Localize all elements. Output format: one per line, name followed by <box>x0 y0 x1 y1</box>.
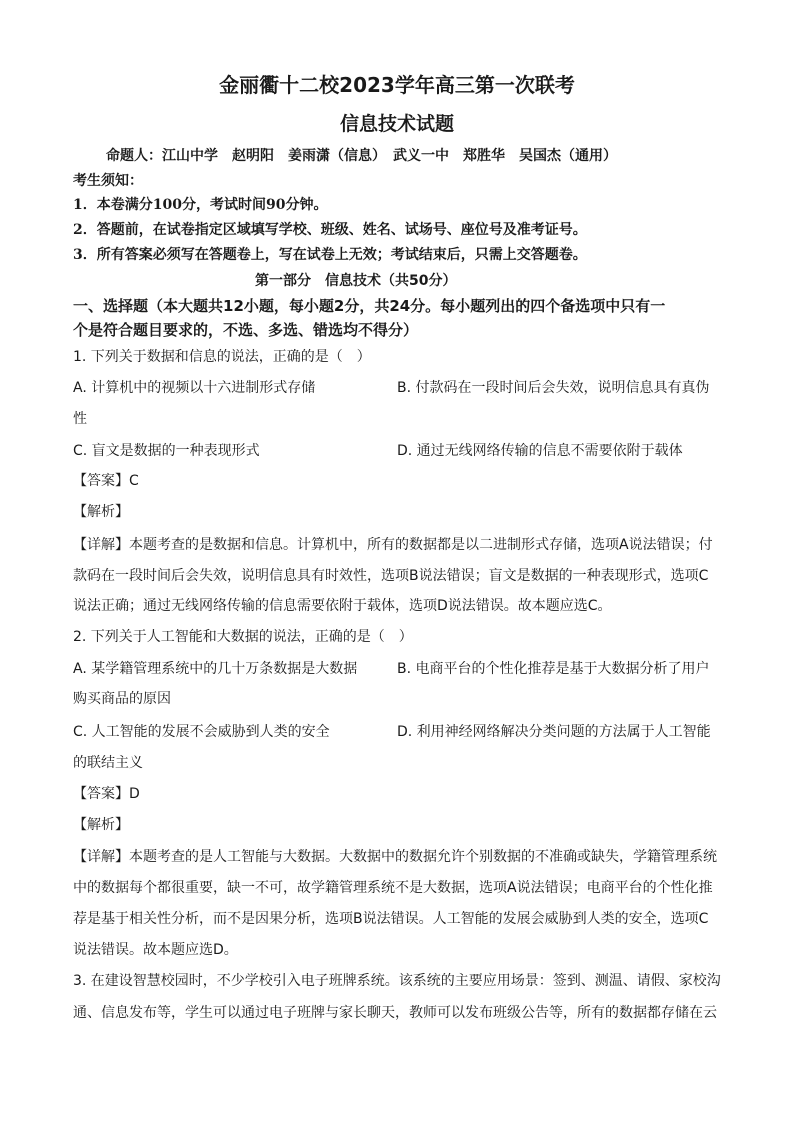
q2-option-b: B. 电商平台的个性化推荐是基于大数据分析了用户 <box>397 661 710 677</box>
q1-detail-line: 款码在一段时间后会失效，说明信息具有时效性，选项B说法错误；盲文是数据的一种表现形式，选项C <box>73 568 709 584</box>
authors-line: 命题人：江山中学 赵明阳 姜雨潇（信息） 武义一中 郑胜华 吴国杰（通用） <box>106 148 617 164</box>
q1-option-b-continued: 性 <box>73 411 87 427</box>
q1-detail-line: 【详解】本题考查的是数据和信息。计算机中，所有的数据都是以二进制形式存储，选项A说法错误；付 <box>73 537 713 553</box>
q2-analysis: 【解析】 <box>73 817 129 833</box>
q2-detail-line: 说法错误。故本题应选D。 <box>73 942 238 958</box>
q2-option-b-continued: 购买商品的原因 <box>73 691 171 707</box>
q2-option-d: D. 利用神经网络解决分类问题的方法属于人工智能 <box>397 724 711 740</box>
notice-item: 2．答题前，在试卷指定区域填写学校、班级、姓名、试场号、座位号及准考证号。 <box>73 222 587 238</box>
section-heading-line2: 个是符合题目要求的，不选、多选、错选均不得分） <box>73 321 419 339</box>
exam-subtitle: 信息技术试题 <box>339 113 454 135</box>
q1-detail-line: 说法正确；通过无线网络传输的信息需要依附于载体，选项D说法错误。故本题应选C。 <box>73 598 612 614</box>
q1-option-d: D. 通过无线网络传输的信息不需要依附于载体 <box>397 443 683 459</box>
q1-answer: 【答案】C <box>73 473 139 489</box>
q2-answer: 【答案】D <box>73 786 140 802</box>
q2-detail-line: 荐是基于相关性分析，而不是因果分析，选项B说法错误。人工智能的发展会威胁到人类的安全，选项C <box>73 911 709 927</box>
section-heading-line1: 一、选择题（本大题共12小题，每小题2分，共24分。每小题列出的四个备选项中只有一 <box>73 297 666 315</box>
q2-stem: 2. 下列关于人工智能和大数据的说法，正确的是（ ） <box>73 629 413 645</box>
q2-detail-line: 中的数据每个都很重要，缺一不可，故学籍管理系统不是大数据，选项A说法错误；电商平台的个性化推 <box>73 880 713 896</box>
q1-option-c: C. 盲文是数据的一种表现形式 <box>73 443 260 459</box>
q1-option-a: A. 计算机中的视频以十六进制形式存储 <box>73 380 316 396</box>
notice-heading: 考生须知： <box>73 173 143 189</box>
notice-item: 3．所有答案必须写在答题卷上，写在试卷上无效；考试结束后，只需上交答题卷。 <box>73 247 587 263</box>
q2-option-d-continued: 的联结主义 <box>73 755 143 771</box>
q2-option-a: A. 某学籍管理系统中的几十万条数据是大数据 <box>73 661 358 677</box>
notice-item: 1．本卷满分100分，考试时间90分钟。 <box>73 197 328 213</box>
q1-analysis: 【解析】 <box>73 504 129 520</box>
q1-stem: 1. 下列关于数据和信息的说法，正确的是（ ） <box>73 349 371 365</box>
part-heading: 第一部分 信息技术（共50分） <box>255 273 457 289</box>
q3-stem-line: 3. 在建设智慧校园时，不少学校引入电子班牌系统。该系统的主要应用场景：签到、测温、请假、家校沟 <box>73 973 721 989</box>
exam-title: 金丽衢十二校2023学年高三第一次联考 <box>219 73 575 97</box>
q3-stem-line: 通、信息发布等，学生可以通过电子班牌与家长聊天，教师可以发布班级公告等，所有的数据都存储在云 <box>73 1005 717 1021</box>
q1-option-b: B. 付款码在一段时间后会失效，说明信息具有真伪 <box>397 380 710 396</box>
q2-option-c: C. 人工智能的发展不会威胁到人类的安全 <box>73 724 330 740</box>
q2-detail-line: 【详解】本题考查的是人工智能与大数据。大数据中的数据允许个别数据的不准确或缺失，学籍管理系统 <box>73 849 717 865</box>
